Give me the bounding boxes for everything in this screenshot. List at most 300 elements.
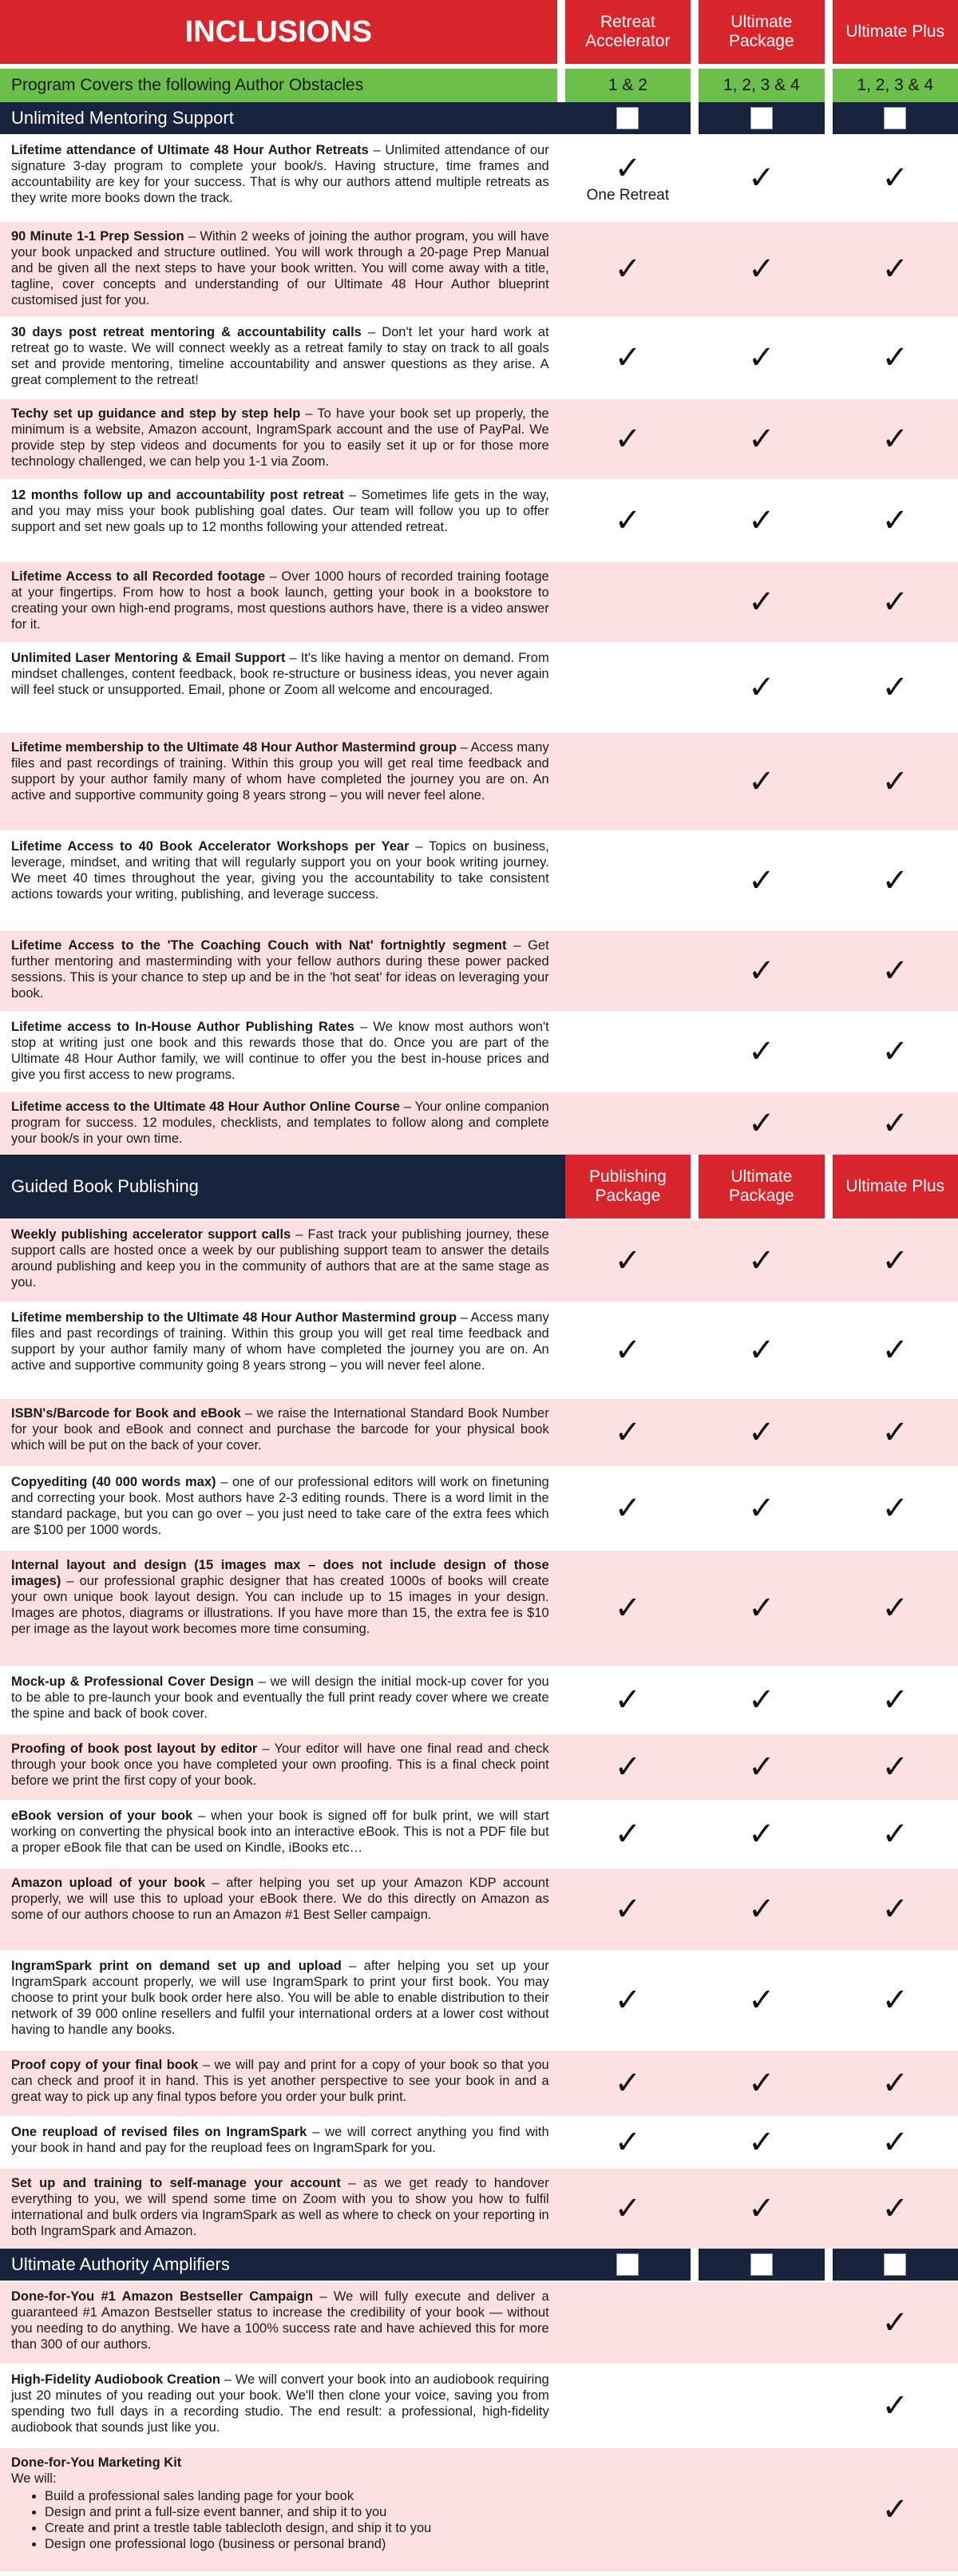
checkmark-icon: ✓ [748, 1817, 775, 1852]
checkmark-icon: ✓ [748, 422, 775, 457]
checkmark-icon: ✓ [881, 1333, 909, 1368]
inclusion-check-cell [833, 644, 958, 731]
checkmark-icon: ✓ [748, 1106, 775, 1141]
inclusion-check-cell [699, 2118, 824, 2167]
checkmark-icon: ✓ [881, 422, 909, 457]
checkmark-icon: ✓ [748, 1034, 775, 1069]
inclusion-check-cell [699, 136, 824, 220]
section-column-cell [699, 2249, 824, 2281]
page-title: INCLUSIONS [0, 0, 557, 64]
inclusion-name: eBook version of your book [11, 1809, 193, 1823]
inclusion-check-cell [565, 1220, 691, 1302]
table-row [0, 1466, 958, 1549]
inclusion-name: Unlimited Laser Mentoring & Email Support [11, 651, 286, 665]
inclusion-name: Mock-up & Professional Cover Design [11, 1674, 254, 1689]
inclusion-description [0, 644, 557, 731]
inclusion-detail: – after helping you set up your Amazon KDP account properly, we will use this to upload your eBook there. We do this directly on Amazon as some of our authors choose to run an Amazon #1 Best Seller campaign. [11, 1876, 549, 1922]
section-header [0, 102, 958, 134]
checkmark-icon: ✓ [881, 670, 909, 705]
checkmark-icon: ✓ [748, 503, 775, 538]
inclusion-check-cell [699, 222, 824, 316]
inclusion-check-cell [565, 2365, 691, 2447]
checkmark-icon: ✓ [614, 1491, 642, 1526]
inclusion-description [0, 1551, 557, 1666]
inclusion-description [0, 1667, 557, 1733]
checkmark-icon: ✓ [748, 161, 775, 196]
inclusion-detail: – To have your book set up properly, the minimum is a website, Amazon account, IngramSpark account and the use of PayPal. We provide step by step videos and documents for you to easily set it up or for those more technology challenged, we can help you 1-1 via Zoom. [11, 406, 549, 469]
checkmark-icon: ✓ [881, 2191, 909, 2226]
checkmark-icon: ✓ [748, 252, 775, 287]
obstacles-value: 1 & 2 [565, 69, 691, 102]
inclusion-check-cell [699, 2169, 824, 2249]
checkmark-icon: ✓ [881, 161, 909, 196]
checkmark-icon: ✓ [614, 1243, 642, 1278]
inclusion-check-cell [833, 1952, 958, 2049]
inclusion-check-cell [699, 2365, 824, 2447]
checkmark-icon: ✓ [881, 1415, 909, 1450]
checkmark-icon: ✓ [748, 953, 775, 989]
inclusion-name: Lifetime Access to all Recorded footage [11, 569, 266, 584]
inclusion-check-cell [699, 1551, 824, 1666]
section-column-cell [565, 102, 691, 134]
list-item: • Design one professional logo (business or personal brand) [45, 2536, 549, 2552]
inclusion-check-cell [699, 481, 824, 561]
inclusion-check-cell [565, 2448, 691, 2571]
checkmark-icon: ✓ [614, 1591, 642, 1626]
checkmark-icon: ✓ [881, 252, 909, 287]
inclusion-name: ISBN's/Barcode for Book and eBook [11, 1406, 241, 1421]
checkmark-icon: ✓ [748, 863, 775, 898]
inclusion-detail: – We will convert your book into an audiobook requiring just 20 minutes of you reading out your book. We'll then clone your voice, saving you from spending two full days in a recording studio. The end result: a professional, high-fidelity audiobook that sounds just like you. [11, 2372, 549, 2435]
inclusion-name: 30 days post retreat mentoring & accountability calls [11, 325, 362, 339]
inclusion-check-cell [833, 1092, 958, 1155]
inclusion-name: Copyediting (40 000 words max) [11, 1475, 216, 1489]
inclusion-check-cell [699, 1869, 824, 1950]
inclusion-description [0, 1092, 557, 1155]
inclusion-check-cell [833, 2169, 958, 2249]
column-header-retreat-accelerator: Retreat Accelerator [565, 0, 691, 64]
inclusion-check-cell [565, 1468, 691, 1549]
inclusion-description [0, 399, 557, 479]
inclusion-check-cell [565, 562, 691, 642]
section-column-header: Ultimate Package [699, 1155, 824, 1219]
inclusion-check-cell [699, 1013, 824, 1091]
obstacles-label: Program Covers the following Author Obstacles [0, 69, 557, 102]
table-row [0, 1091, 958, 1155]
table-row [0, 2116, 958, 2167]
inclusion-detail: – Your editor will have one final read and check through your book once you have completed your own proofing. This is a final check point before we print the first copy of your book. [11, 1742, 549, 1788]
inclusion-name: Proofing of book post layout by editor [11, 1742, 258, 1756]
obstacles-value: 1, 2, 3 & 4 [833, 69, 958, 102]
inclusion-name: Proof copy of your final book [11, 2058, 199, 2072]
list-item: • Build a professional sales landing page for your book [45, 2488, 549, 2504]
sections [0, 102, 958, 2571]
checkmark-icon: ✓ [881, 1106, 909, 1141]
table-row [0, 830, 958, 929]
table-row [0, 1302, 958, 1397]
inclusion-description [0, 1869, 557, 1950]
inclusion-check-cell [699, 2051, 824, 2116]
inclusion-description [0, 2118, 557, 2167]
inclusion-description [0, 1952, 557, 2049]
inclusion-check-cell [833, 2448, 958, 2571]
inclusion-detail: – Over 1000 hours of recorded training footage at your fingertips. From how to host a book launch, getting your book in a bookstore to creating your own high-end programs, most questions authors have, there is a video answer for it. [11, 569, 549, 632]
checkmark-icon: ✓ [881, 1034, 909, 1069]
checkmark-icon: ✓ [881, 764, 909, 799]
inclusion-description [0, 1303, 557, 1397]
inclusion-check-cell [833, 1734, 958, 1800]
checkmark-icon: ✓ [614, 2066, 642, 2101]
obstacles-value: 1, 2, 3 & 4 [699, 69, 824, 102]
checkmark-icon: ✓ [881, 953, 909, 989]
section-column-cell [833, 2249, 958, 2281]
checkmark-icon: ✓ [614, 422, 642, 457]
inclusion-check-cell [833, 2365, 958, 2447]
table-row [0, 1950, 958, 2049]
inclusion-description [0, 1220, 557, 1302]
inclusion-detail: – Topics on business, leverage, mindset, and writing that will regularly support you on your book writing journey. We meet 40 times throughout the year, giving you the accountability to take consistent actions towards your writing, publishing, and leverage success. [11, 839, 549, 902]
inclusion-name: High-Fidelity Audiobook Creation [11, 2372, 220, 2387]
inclusion-bullet-list [11, 2488, 549, 2552]
inclusion-check-cell [699, 1952, 824, 2049]
table-row [0, 398, 958, 479]
inclusion-check-cell [565, 832, 691, 929]
inclusion-check-cell [833, 318, 958, 398]
checkmark-icon: ✓ [614, 1750, 642, 1785]
table-row [0, 2447, 958, 2571]
inclusion-check-cell [565, 222, 691, 316]
inclusion-check-cell [699, 931, 824, 1011]
inclusion-check-cell [565, 2051, 691, 2116]
checkmark-icon: ✓ [748, 1591, 775, 1626]
table-row [0, 220, 958, 316]
inclusion-check-cell [565, 1667, 691, 1733]
inclusion-check-cell [565, 318, 691, 398]
inclusion-description [0, 1468, 557, 1549]
inclusion-check-cell [565, 481, 691, 561]
inclusion-detail: – Your online companion program for success. 12 modules, checklists, and templates to follow along and complete your book/s in your own time. [11, 1100, 549, 1146]
inclusion-name: 90 Minute 1-1 Prep Session [11, 229, 184, 244]
inclusion-check-cell [699, 733, 824, 830]
inclusion-name: Weekly publishing accelerator support calls [11, 1227, 291, 1242]
checkmark-icon: ✓ [881, 1817, 909, 1852]
inclusion-name: Done-for-You Marketing Kit [11, 2455, 182, 2470]
inclusion-detail: – one of our professional editors will work on finetuning and correcting your book. Most authors have 2-3 editing rounds. There is a word limit in the standard package, but you can go over – you just need to take care of the extra fees which are $100 per 1000 words. [11, 1475, 549, 1537]
table-row [0, 2049, 958, 2116]
checkmark-icon: ✓ [614, 2191, 642, 2226]
inclusion-check-cell [699, 1667, 824, 1733]
section-column-cell [699, 102, 824, 134]
checkmark-icon: ✓ [614, 2125, 642, 2160]
inclusion-check-cell [699, 399, 824, 479]
inclusion-check-cell [699, 318, 824, 398]
inclusion-check-cell [565, 1303, 691, 1397]
checkmark-icon: ✓ [748, 764, 775, 799]
checkmark-icon: ✓ [881, 2125, 909, 2160]
checkmark-icon: ✓ [748, 2125, 775, 2160]
checkmark-icon: ✓ [881, 1682, 909, 1718]
table-row [0, 1733, 958, 1800]
obstacles-row [0, 69, 958, 102]
table-row [0, 1800, 958, 1867]
inclusion-check-cell [833, 399, 958, 479]
inclusion-check-cell [833, 1220, 958, 1302]
inclusion-detail: – Get further mentoring and masterminding with your fellow authors during these power packed sessions. This is your chance to step up and be in the 'hot seat' for ideas on leveraging your book. [11, 938, 549, 1001]
checkmark-icon: ✓ [614, 340, 642, 375]
inclusion-name: Internal layout and design (15 images max – does not include design of those images) [11, 1558, 549, 1588]
inclusion-check-cell [565, 1013, 691, 1091]
inclusion-description [0, 481, 557, 561]
checkmark-icon: ✓ [881, 1983, 909, 2018]
inclusion-detail: – we raise the International Standard Book Number for your book and eBook and connect and purchase the barcode for your physical book which will be put on the back of your cover. [11, 1406, 549, 1452]
checkmark-icon: ✓ [748, 1243, 775, 1278]
inclusion-name: Amazon upload of your book [11, 1876, 206, 1890]
inclusion-check-cell [833, 2118, 958, 2167]
inclusion-check-cell [833, 562, 958, 642]
inclusion-check-cell [833, 931, 958, 1011]
inclusion-detail: – Access many files and past recordings of training. Within this group you will get real time feedback and support by your author family many of whom have completed the journey you are on. An active and supportive community going 8 years strong – you will never feel alone. [11, 1310, 549, 1373]
inclusion-check-cell [833, 2282, 958, 2364]
section-column-cell [833, 102, 958, 134]
inclusion-check-cell [699, 2282, 824, 2364]
inclusion-name: Set up and training to self-manage your account [11, 2176, 341, 2190]
checkmark-icon: ✓ [881, 1750, 909, 1785]
inclusion-check-cell [565, 1869, 691, 1950]
inclusion-check-cell [565, 2118, 691, 2167]
header-row [0, 0, 958, 64]
table-row [0, 2167, 958, 2249]
table-row [0, 1011, 958, 1091]
inclusion-check-cell [833, 733, 958, 830]
inclusion-check-cell [699, 1303, 824, 1397]
checkmark-icon: ✓ [748, 1682, 775, 1718]
inclusion-name: Lifetime membership to the Ultimate 48 Hour Author Mastermind group [11, 1310, 457, 1325]
checkmark-icon: ✓ [748, 670, 775, 705]
checkmark-icon: ✓ [748, 1333, 775, 1368]
checkmark-icon: ✓ [614, 151, 642, 186]
checkmark-icon: ✓ [748, 1750, 775, 1785]
inclusion-check-cell [833, 2051, 958, 2116]
inclusion-check-cell [833, 1667, 958, 1733]
inclusion-detail: – as we get ready to handover everything to you, we will spend some time on Zoom with you to show you how to fulfil international and bulk orders via IngramSpark as well as where to check on your reporting in both IngramSpark and Amazon. [11, 2176, 549, 2238]
inclusion-check-cell [699, 644, 824, 731]
inclusion-detail: – Within 2 weeks of joining the author program, you will have your book unpacked and structure outlined. You will work through a 20-page Prep Manual and be given all the next steps to have your book written. You will come away with a title, tagline, cover concepts and understanding of our Ultimate 48 Hour Author blueprint customised just for you. [11, 229, 549, 307]
inclusion-check-cell [565, 2282, 691, 2364]
inclusion-description [0, 318, 557, 398]
checkmark-icon: ✓ [748, 2066, 775, 2101]
inclusion-detail: – Access many files and past recordings of training. Within this group you will get real time feedback and support by your author family many of whom have completed the journey you are on. An active and supportive community going 8 years strong – you will never feel alone. [11, 740, 549, 803]
checkmark-icon: ✓ [614, 503, 642, 538]
inclusion-detail: – our professional graphic designer that has created 1000s of books will create your own unique book layout design. You can include up to 15 images in your design. Images are photos, diagrams or illustrations. If you have more than 15, the extra fee is $10 per image as the layout work becomes more time consuming. [11, 1574, 549, 1636]
checkmark-icon: ✓ [614, 1983, 642, 2018]
inclusion-check-cell [699, 562, 824, 642]
inclusion-name: IngramSpark print on demand set up and upload [11, 1959, 342, 1973]
checkmark-icon: ✓ [748, 1892, 775, 1927]
inclusion-detail: – Fast track your publishing journey, these support calls are hosted once a week by our publishing support team to answer the details around publishing and keep you in the community of authors that are at the same stage as you. [11, 1227, 549, 1290]
checkmark-icon: ✓ [748, 340, 775, 375]
checkbox-empty-icon [750, 107, 773, 129]
inclusion-check-cell [699, 1092, 824, 1155]
inclusion-check-cell [565, 399, 691, 479]
inclusion-check-cell [833, 222, 958, 316]
list-item: • Design and print a full-size event banner, and ship it to you [45, 2504, 549, 2520]
inclusion-intro: We will: [11, 2471, 57, 2486]
table-row [0, 479, 958, 561]
inclusion-description [0, 832, 557, 929]
inclusion-description [0, 2169, 557, 2249]
checkmark-icon: ✓ [881, 1491, 909, 1526]
inclusion-detail: – Unlimited attendance of our signature 3-day program to complete your book/s. Having structure, time frames and accountability are key for your success. That is why our authors attend multiple retreats as they write more books down the track. [11, 143, 549, 205]
checkmark-icon: ✓ [748, 585, 775, 620]
checkmark-icon: ✓ [614, 1682, 642, 1718]
inclusion-check-cell [565, 733, 691, 830]
table-row [0, 1549, 958, 1666]
list-item: • Create and print a trestle table tablecloth design, and ship it to you [45, 2520, 549, 2536]
inclusion-check-cell [565, 644, 691, 731]
inclusion-name: One reupload of revised files on IngramSpark [11, 2125, 307, 2139]
section-title: Unlimited Mentoring Support [0, 102, 557, 134]
section-column-header: Ultimate Plus [833, 1155, 958, 1219]
inclusion-description [0, 931, 557, 1011]
inclusion-detail: – we will design the initial mock-up cover for you to be able to pre-launch your book and eventually the full print ready cover where we create the spine and back of book cover. [11, 1674, 549, 1721]
inclusion-name: Done-for-You #1 Amazon Bestseller Campaign [11, 2289, 314, 2304]
inclusion-check-cell [833, 832, 958, 929]
inclusion-check-cell [699, 1801, 824, 1867]
inclusion-check-cell [699, 2448, 824, 2571]
checkmark-icon: ✓ [881, 2388, 909, 2423]
section-title: Ultimate Authority Amplifiers [0, 2249, 557, 2281]
inclusion-description [0, 1801, 557, 1867]
checkbox-empty-icon [616, 107, 639, 129]
inclusion-description [0, 1399, 557, 1466]
inclusion-detail: – We will fully execute and deliver a guaranteed #1 Amazon Bestseller status to increase the credibility of your book — without you needing to do anything. We have a 100% success rate and have achieved this for more than 300 of our authors. [11, 2289, 549, 2352]
inclusion-check-cell [833, 1468, 958, 1549]
section-header [0, 1155, 958, 1219]
checkmark-icon: ✓ [614, 1415, 642, 1450]
inclusion-detail: – We know most authors won't stop at writing just one book and this rewards those that do. Once you are part of the Ultimate 48 Hour Author family, we will continue to offer you the best in-house prices and give you first access to new programs. [11, 1020, 549, 1082]
checkbox-empty-icon [884, 107, 906, 129]
column-header-ultimate-plus: Ultimate Plus [833, 0, 958, 64]
inclusion-name: Lifetime access to the Ultimate 48 Hour Author Online Course [11, 1100, 400, 1114]
inclusion-description [0, 1013, 557, 1091]
inclusion-detail: – we will pay and print for a copy of your book so that you can check and proof it in hand. This is yet another perspective to see your book in and a great way to pick up any final typos before you order your bulk print. [11, 2058, 549, 2104]
table-row [0, 1666, 958, 1733]
table-row [0, 134, 958, 220]
inclusion-check-cell [699, 1734, 824, 1800]
checkmark-icon: ✓ [748, 1491, 775, 1526]
checkmark-icon: ✓ [881, 1892, 909, 1927]
inclusion-detail: – It's like having a mentor on demand. From mindset challenges, content feedback, book re-structure or business ideas, you never again will feel stuck or unsupported. Email, phone or Zoom all welcome and encouraged. [11, 651, 549, 697]
inclusion-check-cell [699, 1220, 824, 1302]
inclusion-detail: – after helping you set up your IngramSpark account properly, we will use IngramSpark to print your first book. You may choose to print your bulk book order here also. You will be able to enable distribution to their network of 39 000 online resellers and fulfil your international orders at a lower cost without having to handle any books. [11, 1959, 549, 2037]
inclusion-description [0, 222, 557, 316]
inclusion-description [0, 136, 557, 220]
section-header [0, 2249, 958, 2281]
inclusion-check-cell [833, 1399, 958, 1466]
checkmark-icon: ✓ [881, 1591, 909, 1626]
table-row [0, 642, 958, 731]
section-column-header: Publishing Package [565, 1155, 691, 1219]
checkmark-icon: ✓ [881, 2305, 909, 2340]
inclusion-check-cell [833, 481, 958, 561]
checkmark-icon: ✓ [881, 585, 909, 620]
table-row [0, 2281, 958, 2364]
table-row [0, 1867, 958, 1950]
inclusion-description [0, 562, 557, 642]
inclusion-detail: – we will correct anything you find with your book in hand and pay for the reupload fees on IngramSpark for you. [11, 2125, 549, 2155]
checkmark-icon: ✓ [748, 1415, 775, 1450]
checkmark-icon: ✓ [614, 1892, 642, 1927]
inclusion-description [0, 2282, 557, 2364]
section-title: Guided Book Publishing [0, 1155, 557, 1219]
inclusion-name: Lifetime membership to the Ultimate 48 Hour Author Mastermind group [11, 740, 457, 755]
inclusion-name: Lifetime Access to 40 Book Accelerator Workshops per Year [11, 839, 410, 854]
checkmark-icon: ✓ [881, 863, 909, 898]
inclusion-name: Techy set up guidance and step by step help [11, 406, 301, 421]
table-row [0, 2364, 958, 2447]
inclusion-description [0, 2365, 557, 2447]
checkmark-icon: ✓ [614, 1817, 642, 1852]
inclusion-description [0, 2448, 557, 2571]
inclusion-description [0, 733, 557, 830]
checkmark-icon: ✓ [881, 2066, 909, 2101]
inclusion-check-cell [565, 1399, 691, 1466]
table-row [0, 929, 958, 1011]
inclusion-check-cell [565, 1952, 691, 2049]
inclusion-description [0, 1734, 557, 1800]
table-row [0, 1219, 958, 1302]
checkbox-empty-icon [884, 2253, 906, 2276]
inclusion-detail: – Sometimes life gets in the way, and you may miss your book publishing goal dates. Our team will follow you up to offer support and set new goals up to 12 months following your attended retreat. [11, 488, 549, 534]
inclusion-check-cell [833, 136, 958, 220]
table-row [0, 731, 958, 830]
table-row [0, 1397, 958, 1466]
checkbox-empty-icon [750, 2253, 773, 2276]
inclusion-check-cell [699, 1399, 824, 1466]
inclusion-detail: – Don't let your hard work at retreat go to waste. We will connect weekly as a retreat family to stay on track to all goals set and provide mentoring, timeline accountability and answer questions as they arise. A great complement to the retreat! [11, 325, 549, 387]
section-column-cell [565, 2249, 691, 2281]
inclusion-check-cell [833, 1551, 958, 1666]
inclusion-description [0, 2051, 557, 2116]
inclusion-check-cell [833, 1869, 958, 1950]
checkbox-empty-icon [616, 2253, 639, 2276]
inclusion-check-cell [565, 1801, 691, 1867]
checkmark-icon: ✓ [614, 252, 642, 287]
table-row [0, 316, 958, 398]
checkmark-icon: ✓ [614, 1333, 642, 1368]
checkmark-icon: ✓ [748, 1983, 775, 2018]
checkmark-icon: ✓ [748, 2191, 775, 2226]
checkmark-icon: ✓ [881, 2492, 909, 2527]
inclusion-check-cell [699, 832, 824, 929]
inclusion-check-cell [833, 1303, 958, 1397]
inclusion-check-cell [833, 1801, 958, 1867]
inclusion-check-cell [565, 931, 691, 1011]
checkmark-icon: ✓ [881, 1243, 909, 1278]
column-header-ultimate-package: Ultimate Package [699, 0, 824, 64]
inclusion-check-cell [565, 1092, 691, 1155]
inclusion-check-cell [699, 1468, 824, 1549]
inclusion-name: Lifetime Access to the 'The Coaching Couch with Nat' fortnightly segment [11, 938, 507, 953]
inclusion-note: One Retreat [586, 187, 670, 204]
inclusion-check-cell [565, 2169, 691, 2249]
inclusion-name: Lifetime access to In-House Author Publishing Rates [11, 1020, 354, 1034]
inclusion-check-cell [565, 1734, 691, 1800]
inclusion-name: Lifetime attendance of Ultimate 48 Hour Author Retreats [11, 143, 369, 157]
inclusion-check-cell [565, 136, 691, 220]
table-row [0, 561, 958, 642]
inclusion-check-cell [833, 1013, 958, 1091]
